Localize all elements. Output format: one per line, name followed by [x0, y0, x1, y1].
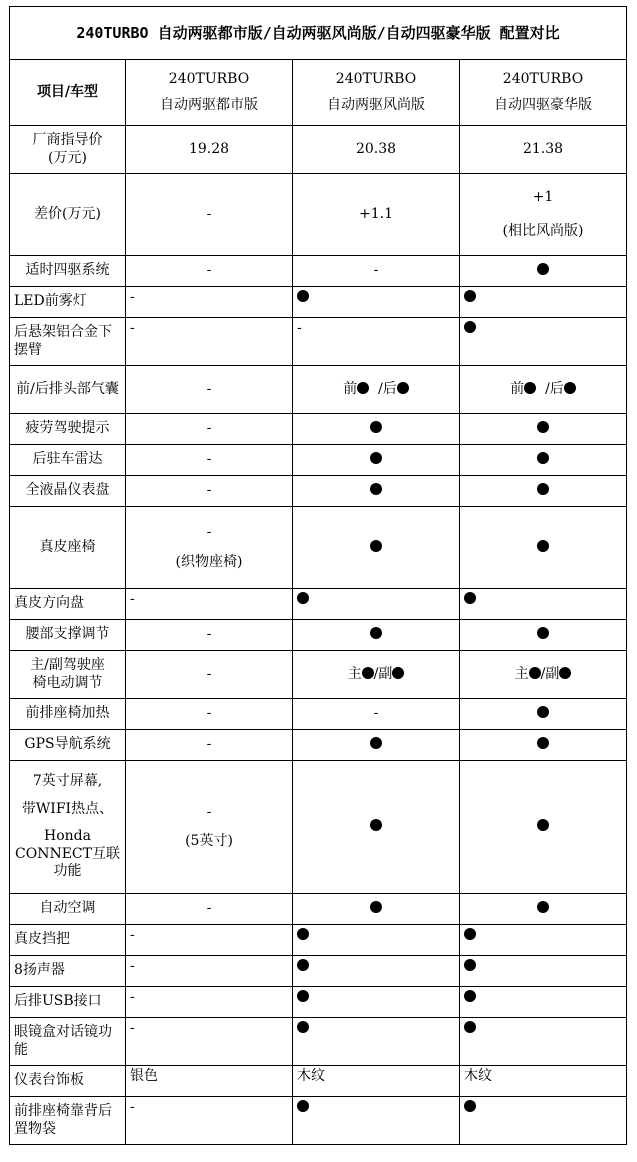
cell-value: - — [126, 589, 293, 620]
row-label: 后悬架铝合金下摆臂 — [10, 318, 126, 366]
row-label: 真皮挡把 — [10, 925, 126, 956]
cell-front-rear: 前 /后 — [293, 366, 460, 414]
cell-value: - — [293, 318, 460, 366]
table-row — [10, 589, 627, 620]
cell-dot — [460, 414, 627, 445]
table-row — [10, 1097, 627, 1145]
cell-dot — [293, 925, 460, 956]
cell-value: - — [126, 651, 293, 699]
cell-value: - — [126, 699, 293, 730]
table-row — [10, 956, 627, 987]
cell-value: - — [126, 987, 293, 1018]
standard-dot-icon — [297, 959, 309, 971]
cell-dot — [293, 287, 460, 318]
cell-value: - — [126, 894, 293, 925]
table-row — [10, 761, 627, 894]
row-label: 仪表台饰板 — [10, 1066, 126, 1097]
cell-front-rear: 前 /后 — [460, 366, 627, 414]
cell-dot — [460, 589, 627, 620]
cell-dot — [293, 476, 460, 507]
cell-dot — [460, 956, 627, 987]
cell-value: - — [126, 925, 293, 956]
cell-value: - — [126, 1097, 293, 1145]
table-row — [10, 318, 627, 366]
row-label: 腰部支撑调节 — [10, 620, 126, 651]
cell-dot — [460, 445, 627, 476]
row-label: 前排座椅靠背后置物袋 — [10, 1097, 126, 1145]
cell-dot — [293, 589, 460, 620]
table-row — [10, 651, 627, 699]
row-label: 真皮座椅 — [10, 507, 126, 589]
cell-dot — [460, 476, 627, 507]
row-label: 眼镜盒对话镜功能 — [10, 1018, 126, 1066]
standard-dot-icon — [524, 382, 536, 394]
cell-dot — [293, 987, 460, 1018]
standard-dot-icon — [537, 452, 549, 464]
row-label: 7英寸屏幕, 带WIFI热点、 Honda CONNECT互联 功能 — [10, 761, 126, 894]
standard-dot-icon — [537, 483, 549, 495]
cell-value: - (5英寸) — [126, 761, 293, 894]
cell-dot — [460, 1018, 627, 1066]
table-row — [10, 126, 627, 174]
cell-dot — [460, 925, 627, 956]
standard-dot-icon — [537, 819, 549, 831]
table-row — [10, 366, 627, 414]
standard-dot-icon — [392, 667, 404, 679]
cell-dot — [460, 507, 627, 589]
cell-value: 20.38 — [293, 126, 460, 174]
table-row — [10, 925, 627, 956]
table-row — [10, 445, 627, 476]
cell-value: - — [293, 699, 460, 730]
standard-dot-icon — [464, 959, 476, 971]
standard-dot-icon — [464, 321, 476, 333]
model-1-header: 240TURBO 自动两驱都市版 — [126, 60, 293, 126]
standard-dot-icon — [559, 667, 571, 679]
standard-dot-icon — [297, 290, 309, 302]
standard-dot-icon — [537, 627, 549, 639]
table-row — [10, 174, 627, 256]
cell-value: 19.28 — [126, 126, 293, 174]
cell-value: - — [126, 445, 293, 476]
table-row — [10, 730, 627, 761]
cell-value: 21.38 — [460, 126, 627, 174]
standard-dot-icon — [297, 592, 309, 604]
cell-dot — [460, 987, 627, 1018]
table-title: 240TURBO 自动两驱都市版/自动两驱风尚版/自动四驱豪华版 配置对比 — [10, 7, 627, 60]
standard-dot-icon — [397, 382, 409, 394]
standard-dot-icon — [537, 706, 549, 718]
standard-dot-icon — [370, 452, 382, 464]
standard-dot-icon — [370, 540, 382, 552]
row-label: 全液晶仪表盘 — [10, 476, 126, 507]
table-row — [10, 987, 627, 1018]
standard-dot-icon — [537, 540, 549, 552]
cell-value: - — [126, 730, 293, 761]
standard-dot-icon — [529, 667, 541, 679]
row-label: GPS导航系统 — [10, 730, 126, 761]
spec-table — [9, 6, 627, 1145]
standard-dot-icon — [464, 290, 476, 302]
row-label: 自动空调 — [10, 894, 126, 925]
table-row — [10, 476, 627, 507]
cell-dot — [293, 1097, 460, 1145]
row-label: 疲劳驾驶提示 — [10, 414, 126, 445]
cell-dot — [293, 956, 460, 987]
cell-dot — [293, 894, 460, 925]
cell-value: - — [126, 256, 293, 287]
table-row — [10, 287, 627, 318]
model-2-header: 240TURBO 自动两驱风尚版 — [293, 60, 460, 126]
standard-dot-icon — [297, 990, 309, 1002]
standard-dot-icon — [537, 737, 549, 749]
standard-dot-icon — [370, 737, 382, 749]
cell-dot — [460, 761, 627, 894]
standard-dot-icon — [370, 901, 382, 913]
cell-main-sub: 主 /副 — [293, 651, 460, 699]
row-label: 适时四驱系统 — [10, 256, 126, 287]
title-row — [10, 7, 627, 60]
cell-dot — [460, 620, 627, 651]
cell-value: - — [293, 256, 460, 287]
cell-dot — [460, 1097, 627, 1145]
cell-value: - — [126, 1018, 293, 1066]
cell-dot — [460, 894, 627, 925]
table-row — [10, 256, 627, 287]
cell-value: - — [126, 174, 293, 256]
table-row — [10, 507, 627, 589]
row-label: 前排座椅加热 — [10, 699, 126, 730]
header-row — [10, 60, 627, 126]
cell-dot — [293, 507, 460, 589]
cell-value: - — [126, 956, 293, 987]
cell-value: 木纹 — [293, 1066, 460, 1097]
cell-value: - — [126, 287, 293, 318]
cell-dot — [460, 256, 627, 287]
standard-dot-icon — [297, 1021, 309, 1033]
standard-dot-icon — [370, 627, 382, 639]
row-label: 主/副驾驶座 椅电动调节 — [10, 651, 126, 699]
standard-dot-icon — [537, 901, 549, 913]
standard-dot-icon — [464, 592, 476, 604]
standard-dot-icon — [464, 928, 476, 940]
cell-value: - — [126, 414, 293, 445]
row-label: 真皮方向盘 — [10, 589, 126, 620]
cell-value: +1.1 — [293, 174, 460, 256]
standard-dot-icon — [537, 263, 549, 275]
cell-dot — [293, 761, 460, 894]
standard-dot-icon — [464, 1021, 476, 1033]
row-label: 差价(万元) — [10, 174, 126, 256]
standard-dot-icon — [564, 382, 576, 394]
cell-value: +1 (相比风尚版) — [460, 174, 627, 256]
cell-dot — [293, 620, 460, 651]
standard-dot-icon — [370, 421, 382, 433]
standard-dot-icon — [297, 928, 309, 940]
standard-dot-icon — [297, 1100, 309, 1112]
cell-value: - (织物座椅) — [126, 507, 293, 589]
header-label: 项目/车型 — [10, 60, 126, 126]
row-label: 前/后排头部气囊 — [10, 366, 126, 414]
standard-dot-icon — [464, 1100, 476, 1112]
table-row — [10, 699, 627, 730]
cell-dot — [293, 1018, 460, 1066]
standard-dot-icon — [362, 667, 374, 679]
cell-value: 木纹 — [460, 1066, 627, 1097]
row-label: LED前雾灯 — [10, 287, 126, 318]
cell-value: - — [126, 318, 293, 366]
model-3-header: 240TURBO 自动四驱豪华版 — [460, 60, 627, 126]
cell-value: - — [126, 366, 293, 414]
cell-dot — [460, 699, 627, 730]
cell-dot — [293, 730, 460, 761]
standard-dot-icon — [537, 421, 549, 433]
cell-dot — [460, 287, 627, 318]
cell-dot — [293, 445, 460, 476]
comparison-sheet — [9, 6, 626, 1145]
standard-dot-icon — [464, 990, 476, 1002]
row-label: 后排USB接口 — [10, 987, 126, 1018]
standard-dot-icon — [370, 483, 382, 495]
cell-dot — [293, 414, 460, 445]
table-row — [10, 894, 627, 925]
standard-dot-icon — [370, 819, 382, 831]
standard-dot-icon — [357, 382, 369, 394]
cell-value: 银色 — [126, 1066, 293, 1097]
row-label: 厂商指导价 (万元) — [10, 126, 126, 174]
table-row — [10, 1066, 627, 1097]
table-row — [10, 620, 627, 651]
cell-main-sub: 主 /副 — [460, 651, 627, 699]
table-row — [10, 1018, 627, 1066]
table-row — [10, 414, 627, 445]
row-label: 8扬声器 — [10, 956, 126, 987]
cell-dot — [460, 730, 627, 761]
cell-dot — [460, 318, 627, 366]
row-label: 后驻车雷达 — [10, 445, 126, 476]
cell-value: - — [126, 620, 293, 651]
cell-value: - — [126, 476, 293, 507]
